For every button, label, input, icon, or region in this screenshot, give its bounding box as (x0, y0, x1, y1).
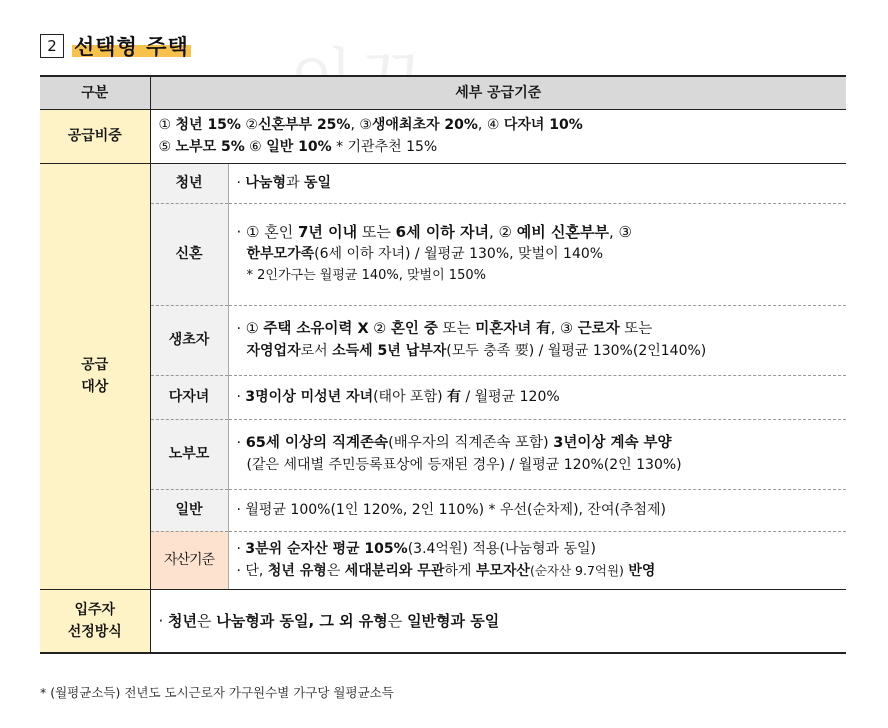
text-segment: 소득세 5년 납부자 (332, 343, 447, 359)
text-segment: 또는 (437, 321, 476, 337)
text-segment: (모두 충족 要) / 월평균 130%(2인140%) (446, 343, 707, 359)
rich-line (237, 243, 839, 265)
text-segment: 생애최초자 20% (371, 117, 478, 133)
text-segment: 부모자산 (475, 563, 530, 579)
multichild-label: 다자녀 (150, 375, 228, 419)
rich-line (237, 172, 839, 194)
text-segment: 혼인 중 (390, 321, 438, 337)
text-segment: · (236, 389, 246, 405)
text-segment: (태아 포함) (373, 389, 448, 405)
text-segment: 노부모 5% (175, 139, 245, 155)
youth-content (228, 163, 846, 203)
text-segment: 주택 소유이력 X (263, 321, 369, 337)
rich-line (237, 454, 839, 476)
text-segment: (6세 이하 자녀) / 월평균 130%, 맞벌이 140% (314, 246, 604, 262)
text-segment: 청년 15% (175, 117, 241, 133)
text-segment: 또는 (619, 321, 653, 337)
rich-line (159, 114, 839, 136)
text-segment: / 월평균 120% (461, 389, 560, 405)
rich-line (237, 318, 839, 340)
text-segment: (3.4억원) 적용(나눔형과 동일) (407, 541, 596, 557)
header-details: 세부 공급기준 (150, 76, 846, 109)
target-youth-row (40, 163, 846, 203)
footnote: * (월평균소득) 전년도 도시근로자 가구원수별 가구당 월평균소득 (40, 685, 394, 700)
text-segment: 나눔형 (245, 175, 286, 191)
supply-ratio-content (150, 109, 846, 163)
text-segment: 하게 (444, 563, 476, 579)
table-header-row (40, 76, 846, 109)
newlywed-label: 신혼 (150, 203, 228, 305)
text-segment: ⑥ (244, 139, 267, 155)
text-segment: 또는 (357, 223, 396, 241)
rich-line (159, 610, 839, 632)
section-number: 2 (40, 34, 64, 58)
text-segment: , ③ (550, 321, 578, 337)
text-segment: 65세 이상의 직계존속 (245, 435, 389, 451)
text-segment: , ② (489, 223, 517, 241)
text-segment: · (236, 541, 246, 557)
text-segment: 예비 신혼부부 (516, 223, 609, 241)
target-firsttime-row (40, 305, 846, 375)
multichild-content (228, 375, 846, 419)
asset-label: 자산기준 (150, 531, 228, 589)
text-segment: 일반형과 동일 (407, 611, 500, 630)
text-segment: 자영업자 (246, 343, 301, 359)
text-segment: ② (240, 117, 258, 133)
text-segment: ② (368, 321, 391, 337)
text-segment: · (158, 611, 169, 630)
section-title (40, 30, 189, 62)
text-segment: 은 (197, 611, 217, 630)
text-segment: 有 (447, 389, 462, 405)
rich-line (237, 340, 839, 362)
text-segment: 과 (285, 175, 304, 191)
text-segment: 한부모가족 (246, 246, 315, 262)
text-segment: 신혼부부 25% (257, 117, 351, 133)
text-segment: 동일 (303, 175, 332, 191)
target-general-row (40, 489, 846, 531)
text-segment: · ① (236, 321, 264, 337)
text-segment: 청년 유형 (267, 563, 327, 579)
selection-label-line1: 입주자 (74, 601, 116, 618)
text-segment: 미혼자녀 有 (475, 321, 551, 337)
rich-line (237, 221, 839, 243)
rich-line (237, 538, 839, 560)
text-segment: ⑤ (158, 139, 176, 155)
rich-line (237, 432, 839, 454)
target-label (40, 163, 150, 589)
text-segment: 반영 (628, 563, 656, 579)
text-segment: 세대분리와 무관 (344, 563, 445, 579)
housing-criteria-table (40, 75, 846, 654)
firsttime-content (228, 305, 846, 375)
selection-label-line2: 선정방식 (67, 623, 122, 640)
text-segment: 6세 이하 자녀 (395, 223, 490, 241)
newlywed-content (228, 203, 846, 305)
text-segment: 7년 이내 (298, 223, 358, 241)
firsttime-label: 생초자 (150, 305, 228, 375)
header-category: 구분 (40, 76, 150, 109)
target-label-line2: 대상 (81, 379, 109, 395)
general-label: 일반 (150, 489, 228, 531)
text-segment: (배우자의 직계존속 포함) (388, 435, 554, 451)
supply-ratio-label: 공급비중 (40, 109, 150, 163)
general-content (228, 489, 846, 531)
rich-line (237, 386, 839, 408)
text-segment: 일반 10% (266, 139, 332, 155)
text-segment: 근로자 (577, 321, 620, 337)
supply-ratio-row (40, 109, 846, 163)
text-segment: , ④ (477, 117, 504, 133)
target-elderly-row (40, 419, 846, 489)
text-segment: · 단, (236, 563, 268, 579)
rich-line (237, 499, 839, 521)
newlywed-note: * 2인가구는 월평균 140%, 맞벌이 150% (246, 268, 486, 283)
selection-content (150, 589, 846, 653)
target-newlywed-row (40, 203, 846, 305)
text-segment: 3년이상 계속 부양 (553, 435, 672, 451)
asset-content (228, 531, 846, 589)
section-title-text: 선택형 주택 (74, 31, 189, 61)
selection-row (40, 589, 846, 653)
target-asset-row (40, 531, 846, 589)
target-multichild-row (40, 375, 846, 419)
text-segment: * 기관추천 15% (331, 139, 438, 155)
elderly-content (228, 419, 846, 489)
text-segment: 은 (387, 611, 408, 630)
text-segment: · (236, 435, 246, 451)
text-segment: (같은 세대별 주민등록표상에 등재된 경우) / 월평균 120%(2인 130%) (246, 457, 682, 473)
text-segment: , ③ (350, 117, 372, 133)
elderly-label: 노부모 (150, 419, 228, 489)
text-segment: 3분위 순자산 평균 105% (245, 541, 408, 557)
text-segment: (순자산 9.7억원) (529, 563, 624, 578)
text-segment: 나눔형과 동일, 그 외 유형 (216, 611, 388, 630)
text-segment: 다자녀 10% (503, 117, 583, 133)
text-segment: ① (158, 117, 176, 133)
text-segment: , ③ (608, 223, 632, 241)
selection-label (40, 589, 150, 653)
target-label-line1: 공급 (81, 357, 109, 373)
youth-label: 청년 (150, 163, 228, 203)
text-segment: 청년 (168, 611, 198, 630)
text-segment: 3명이상 미성년 자녀 (245, 389, 374, 405)
text-segment: · (236, 175, 246, 191)
text-segment: · ① 혼인 (236, 223, 298, 241)
rich-line (237, 560, 839, 582)
text-segment: 은 (326, 563, 345, 579)
text-segment: 로서 (300, 343, 333, 359)
text-segment: · 월평균 100%(1인 120%, 2인 110%) * 우선(순차제), 잔여(추첨제) (236, 502, 666, 518)
rich-line (159, 136, 839, 158)
